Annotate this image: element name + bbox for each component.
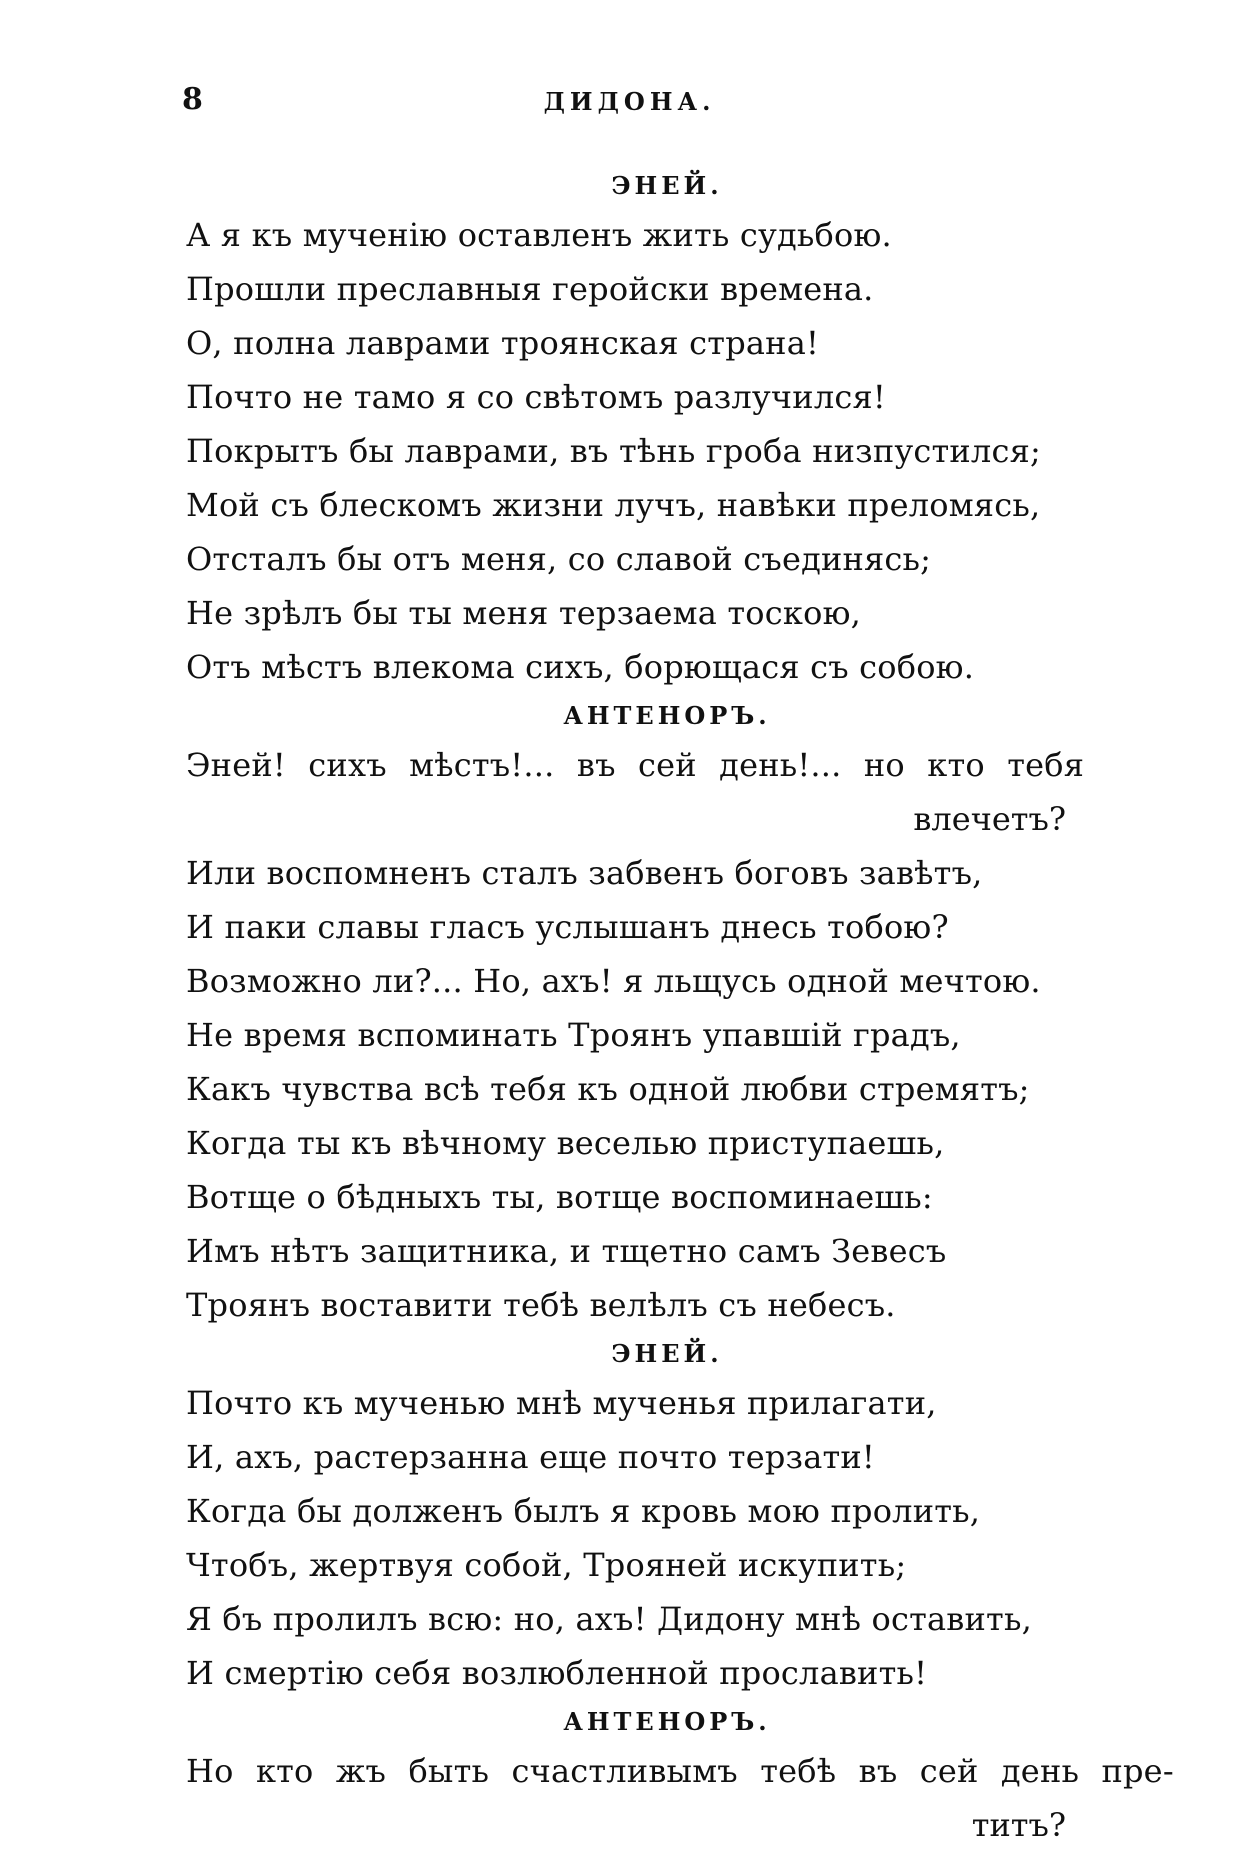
- verse-line: Покрытъ бы лаврами, въ тѣнь гроба низпустился;: [186, 432, 1041, 470]
- page-number: 8: [182, 82, 203, 117]
- verse-line: И смертію себя возлюбленной прославить!: [186, 1654, 928, 1692]
- verse-line: Какъ чувства всѣ тебя къ одной любви стремятъ;: [186, 1070, 1030, 1108]
- verse-line: И паки славы гласъ услышанъ днесь тобою?: [186, 908, 949, 946]
- verse-line: Почто не тамо я со свѣтомъ разлучился!: [186, 378, 886, 416]
- verse-line: Я бъ пролилъ всю: но, ахъ! Дидону мнѣ оставить,: [186, 1600, 1032, 1638]
- verse-line: Когда бы долженъ былъ я кровь мою пролить,: [186, 1492, 981, 1530]
- verse-line: Троянъ воставити тебѣ велѣлъ съ небесъ.: [186, 1286, 896, 1324]
- verse-line: Но кто жъ быть счастливымъ тебѣ въ сей день пре-: [186, 1752, 1174, 1790]
- verse-line: Почто къ мученью мнѣ мученья прилагати,: [186, 1384, 937, 1422]
- running-title: ДИДОНА.: [543, 87, 716, 116]
- verse-line: Когда ты къ вѣчному веселью приступаешь,: [186, 1124, 945, 1162]
- play-text: [186, 164, 1174, 1852]
- verse-line: И, ахъ, растерзанна еще почто терзати!: [186, 1438, 875, 1476]
- verse-line: Чтобъ, жертвуя собой, Трояней искупить;: [186, 1546, 907, 1584]
- verse-line: А я къ мученію оставленъ жить судьбою.: [186, 216, 892, 254]
- verse-line: Или воспомненъ сталъ забвенъ боговъ завѣтъ,: [186, 854, 983, 892]
- verse-line: Вотще о бѣдныхъ ты, вотще воспоминаешь:: [186, 1178, 933, 1216]
- verse-line: Отъ мѣстъ влекома сихъ, борющася съ собою.: [186, 648, 975, 686]
- speaker-name: ЭНЕЙ.: [611, 1339, 723, 1368]
- verse-line: Имъ нѣтъ защитника, и тщетно самъ Зевесъ: [186, 1232, 947, 1270]
- verse-turnover: влечетъ?: [913, 800, 1066, 838]
- verse-turnover: титъ?: [971, 1806, 1066, 1844]
- verse-line: Отсталъ бы отъ меня, со славой съединясь;: [186, 540, 932, 578]
- verse-line: Возможно ли?... Но, ахъ! я льщусь одной мечтою.: [186, 962, 1041, 1000]
- verse-line: Прошли преславныя геройски времена.: [186, 270, 874, 308]
- verse-line: Не зрѣлъ бы ты меня терзаема тоскою,: [186, 594, 861, 632]
- verse-line: Эней! сихъ мѣстъ!... въ сей день!... но кто тебя: [186, 746, 1085, 784]
- verse-line: Не время вспоминать Троянъ упавшій градъ,: [186, 1016, 961, 1054]
- speaker-name: АНТЕНОРЪ.: [563, 1707, 771, 1736]
- speaker-name: ЭНЕЙ.: [611, 171, 723, 200]
- verse-line: Мой съ блескомъ жизни лучъ, навѣки преломясь,: [186, 486, 1041, 524]
- speaker-name: АНТЕНОРЪ.: [563, 701, 771, 730]
- verse-line: О, полна лаврами троянская страна!: [186, 324, 820, 362]
